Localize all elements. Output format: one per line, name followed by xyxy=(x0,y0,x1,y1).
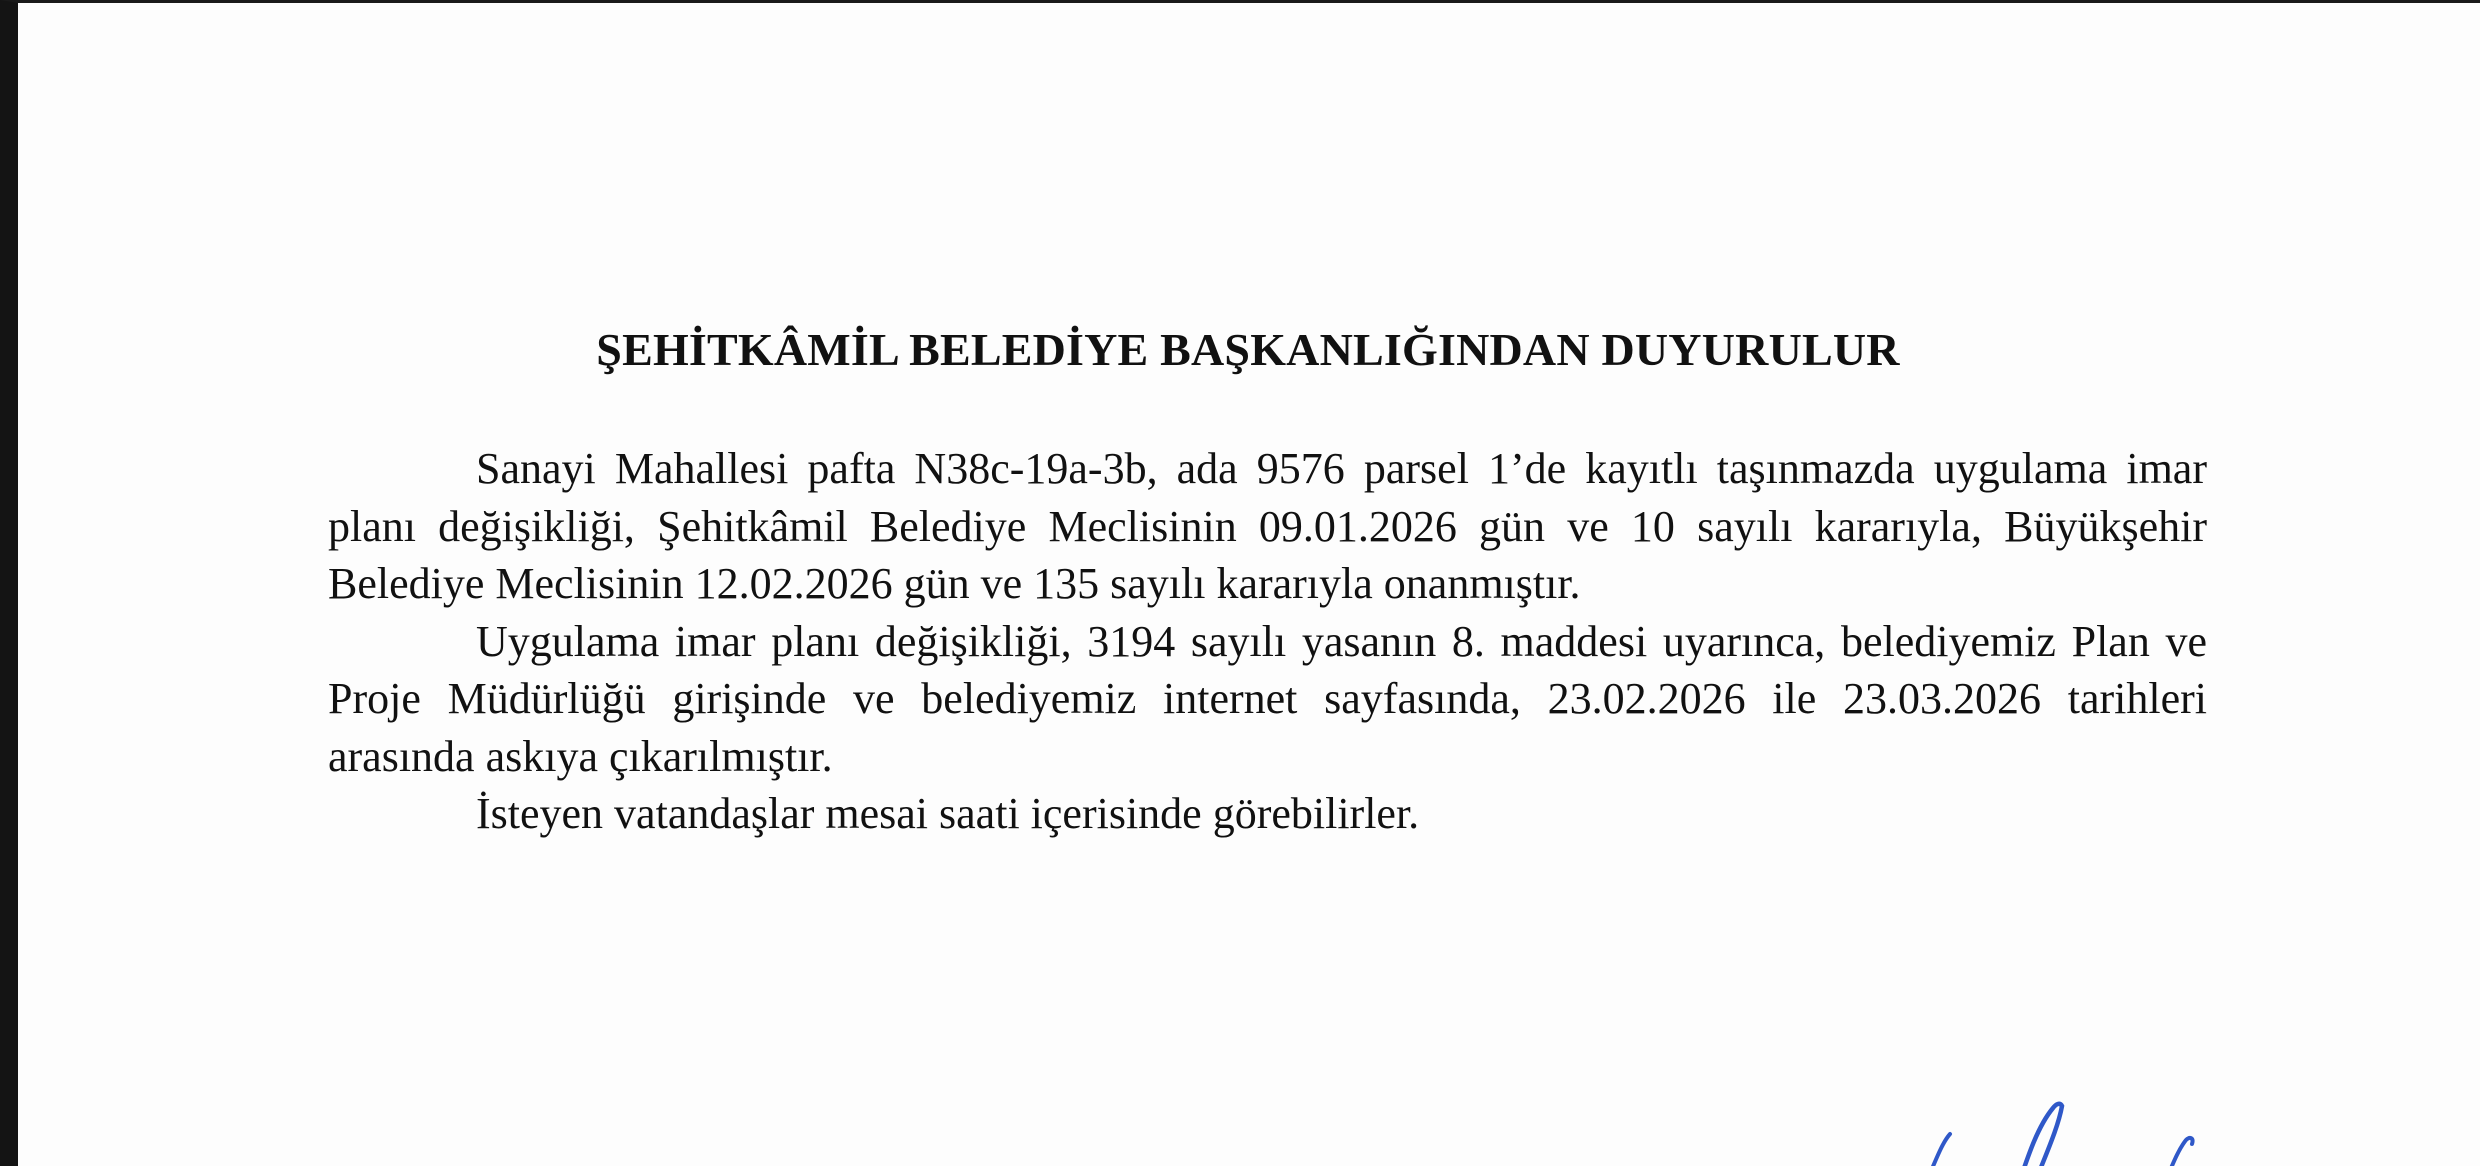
signature-stroke xyxy=(1928,1134,1950,1166)
announcement-title: ŞEHİTKÂMİL BELEDİYE BAŞKANLIĞINDAN DUYURULUR xyxy=(596,324,1900,375)
signature-stroke xyxy=(2166,1138,2193,1166)
signature-stroke xyxy=(2020,1104,2062,1166)
handwritten-signature xyxy=(1928,1088,2308,1166)
paragraph-public-display: Uygulama imar planı değişikliği, 3194 sayılı yasanın 8. maddesi uyarınca, belediyemiz Plan ve Proje Müdürlüğü girişinde ve belediyemiz internet sayfasında, 23.02.2026 ile 23.03.2026 tarihleri arasında askıya çıkarılmıştır. xyxy=(328,616,2207,781)
paragraph-citizens-notice: İsteyen vatandaşlar mesai saati içerisinde görebilirler. xyxy=(476,789,1420,838)
announcement-body xyxy=(328,440,2207,843)
paragraph-plan-approval: Sanayi Mahallesi pafta N38c-19a-3b, ada 9576 parsel 1’de kayıtlı taşınmazda uygulama imar planı değişikliği, Şehitkâmil Belediye Meclisinin 09.01.2026 gün ve 10 sayılı kararıyla, Büyükşehir Belediye Meclisinin 12.02.2026 gün ve 135 sayılı kararıyla onanmıştır. xyxy=(328,444,2207,608)
